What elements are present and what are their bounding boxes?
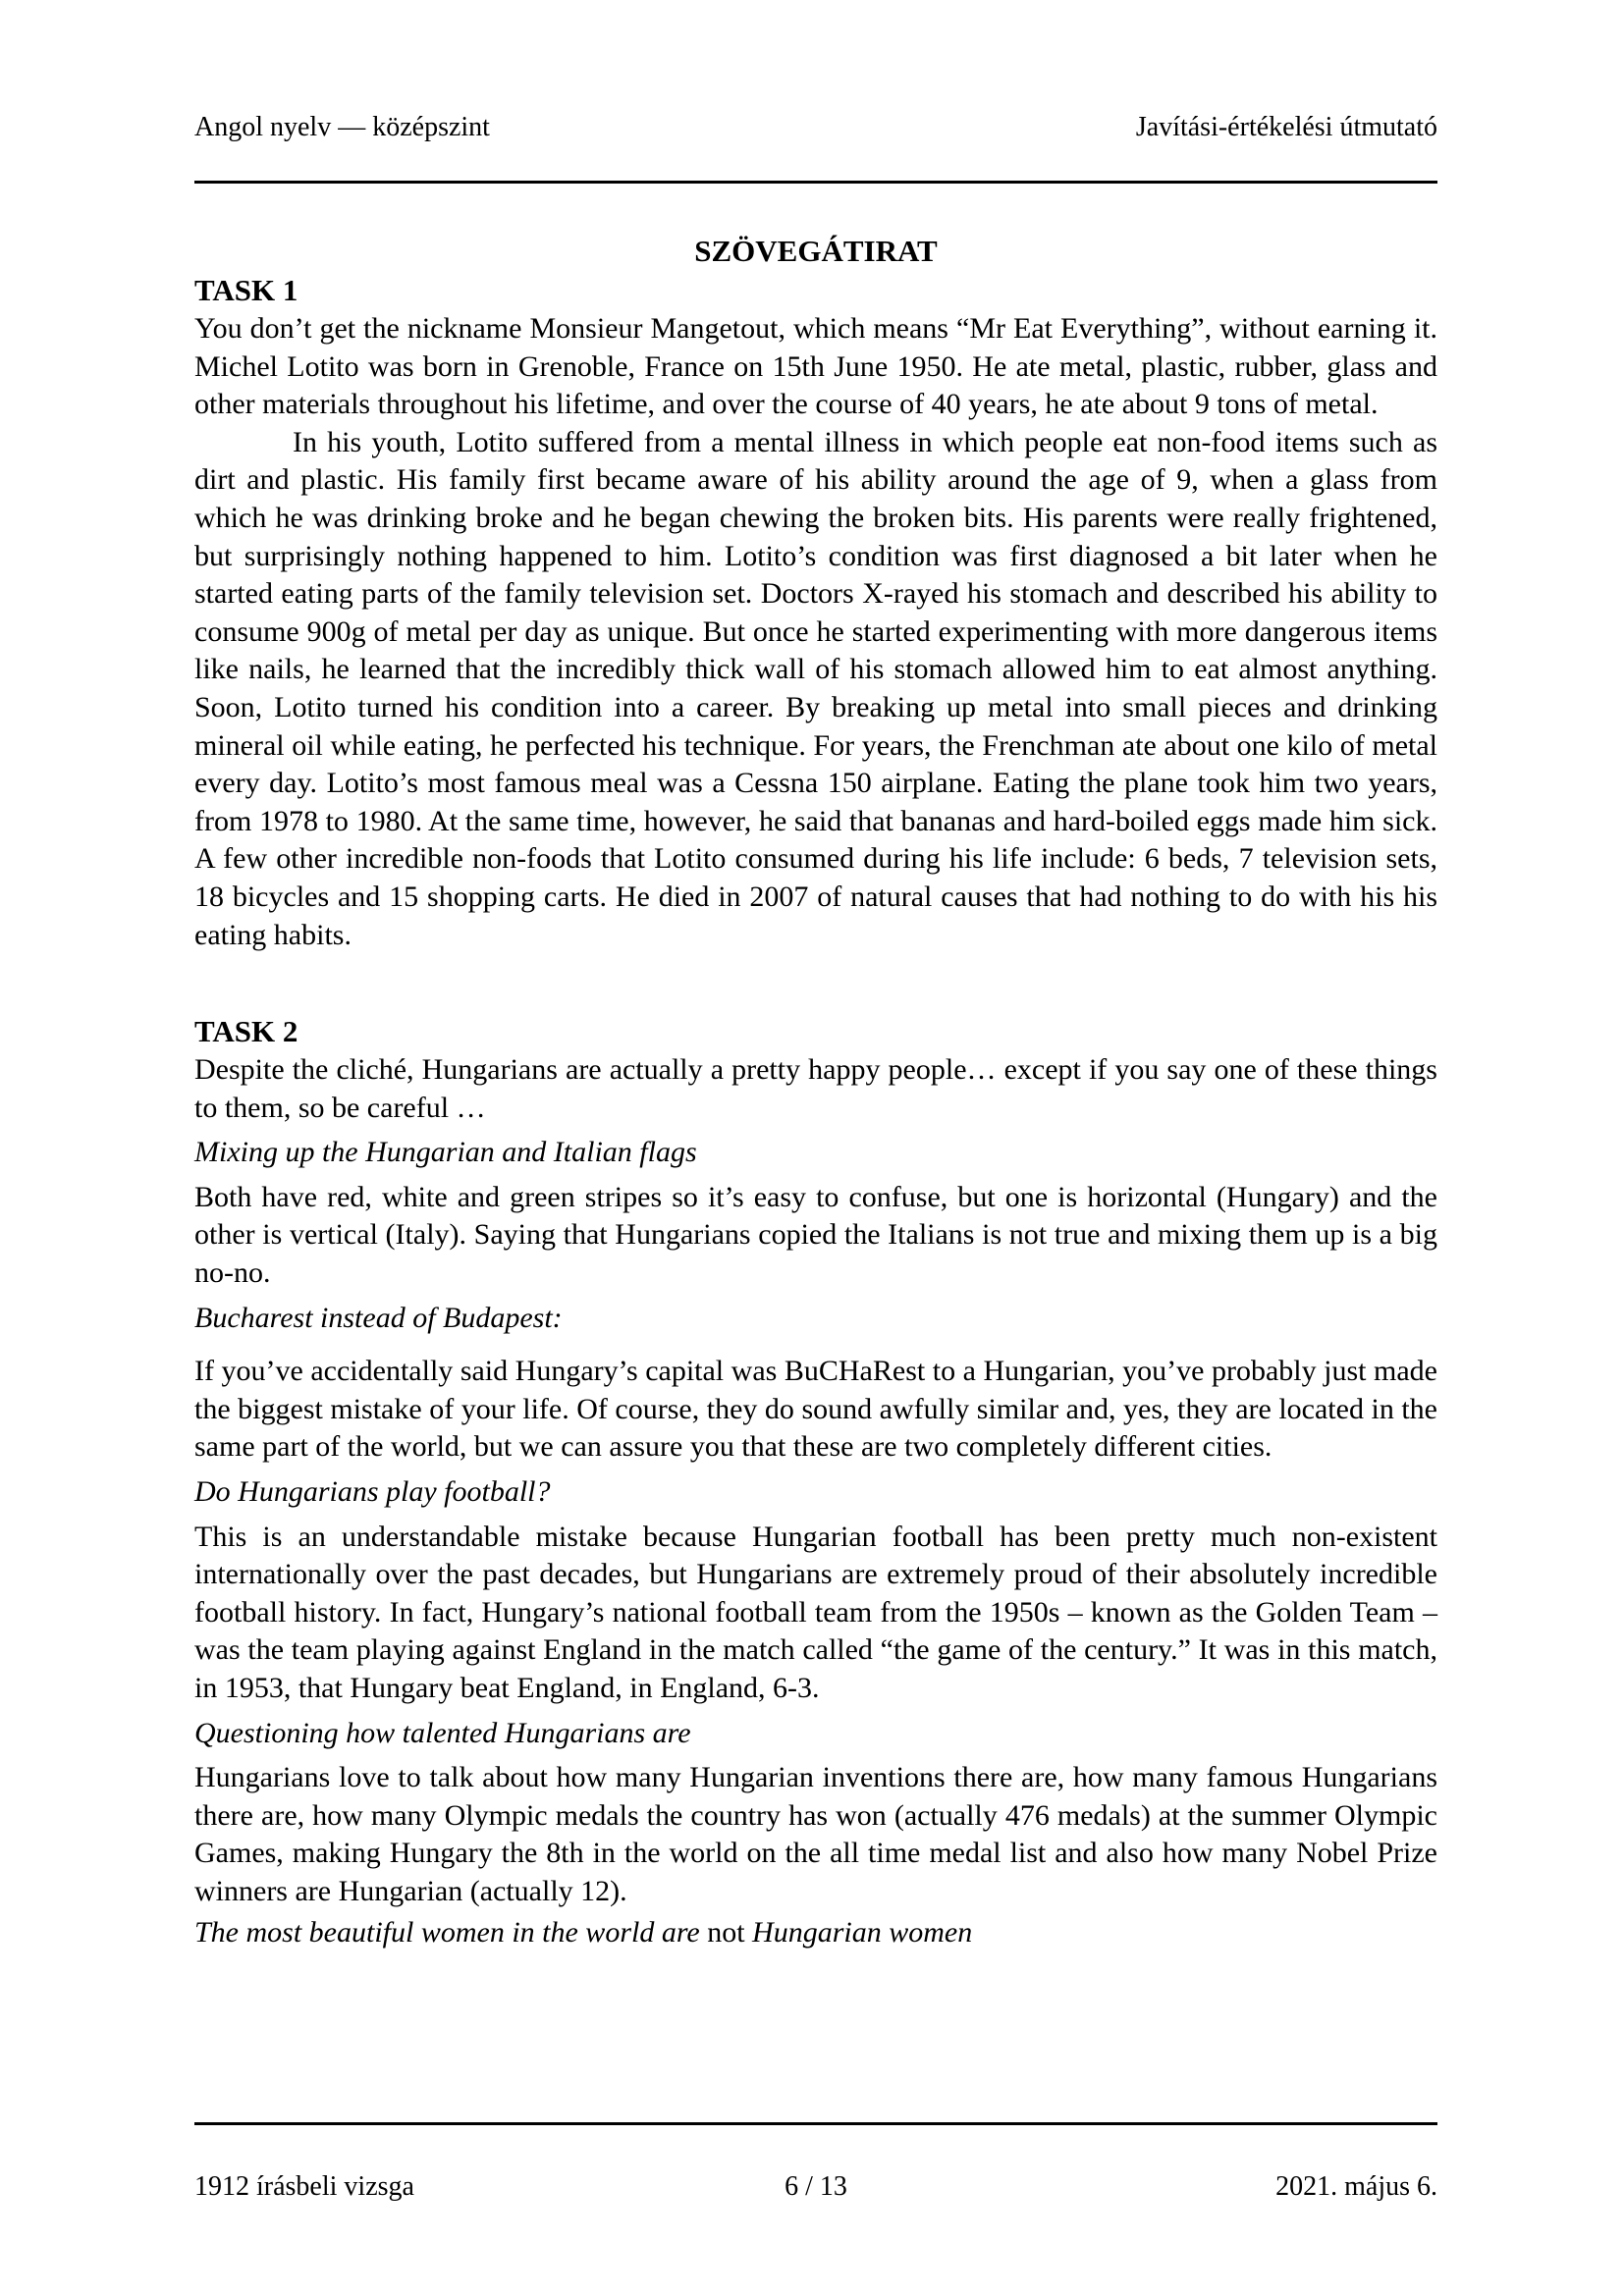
task2-intro: Despite the cliché, Hungarians are actually a pretty happy people… except if you say one of these things to them, so be careful … [194, 1053, 1437, 1124]
section-title-flags: Mixing up the Hungarian and Italian flags [194, 1136, 697, 1169]
task2-heading: TASK 2 [194, 1014, 298, 1049]
section-text-flags: Both have red, white and green stripes so it’s easy to confuse, but one is horizontal (Hungary) and the other is vertical (Italy). Saying that Hungarians copied the Italians is not true and mixing them up is a big no-no. [194, 1180, 1437, 1290]
header-subject: Angol nyelv — középszint [194, 112, 490, 142]
section-title-women [194, 1914, 1437, 1952]
task1-heading: TASK 1 [194, 273, 298, 307]
section-title-bucharest: Bucharest instead of Budapest: [194, 1301, 563, 1334]
document-title: SZÖVEGÁTIRAT [694, 234, 938, 268]
footer-divider [194, 2122, 1437, 2125]
section-text-bucharest: If you’ve accidentally said Hungary’s capital was BuCHaRest to a Hungarian, you’ve probably just made the biggest mistake of your life. Of course, they do sound awfully similar and, yes, they are located in the same part of the world, but we can assure you that these are two completely different cities. [194, 1355, 1437, 1464]
task1-paragraph-1: You don’t get the nickname Monsieur Mangetout, which means “Mr Eat Everything”, without earning it. Michel Lotito was born in Grenoble, France on 15th June 1950. He ate metal, plastic, rubber, glass and other materials throughout his lifetime, and over the course of 40 years, he ate about 9 tons of metal. [194, 312, 1437, 421]
section-text-football: This is an understandable mistake because Hungarian football has been pretty much non-existent internationally over the past decades, but Hungarians are extremely proud of their absolutely incredible football history. In fact, Hungary’s national football team from the 1950s – known as the Golden Team – was the team playing against England in the match called “the game of the century.” It was in this match, in 1953, that Hungary beat England, in England, 6-3. [194, 1520, 1437, 1704]
footer-exam-code: 1912 írásbeli vizsga [194, 2171, 414, 2202]
women-title-part-3: Hungarian women [752, 1915, 973, 1949]
transcript-body [194, 232, 1437, 1951]
page-number: 6 / 13 [785, 2171, 847, 2202]
women-title-not: not [707, 1915, 745, 1949]
page-footer [194, 2167, 1437, 2207]
header-guide-title: Javítási-értékelési útmutató [1135, 112, 1437, 142]
section-title-football: Do Hungarians play football? [194, 1475, 551, 1509]
header-divider [194, 181, 1437, 184]
footer-date: 2021. május 6. [1275, 2171, 1437, 2202]
page-header [194, 108, 1437, 147]
task1-paragraph-2: In his youth, Lotito suffered from a mental illness in which people eat non-food items such as dirt and plastic. His family first became aware of his ability around the age of 9, when a glass from which he was drinking broke and he began chewing the broken bits. His parents were really frightened, but surprisingly nothing happened to him. Lotito’s condition was first diagnosed a bit later when he started eating parts of the family television set. Doctors X-rayed his stomach and described his ability to consume 900g of metal per day as unique. But once he started experimenting with more dangerous items like nails, he learned that the incredibly thick wall of his stomach allowed him to eat almost anything. Soon, Lotito turned his condition into a career. By breaking up metal into small pieces and drinking mineral oil while eating, he perfected his technique. For years, the Frenchman ate about one kilo of metal every day. Lotito’s most famous meal was a Cessna 150 airplane. Eating the plane took him two years, from 1978 to 1980. At the same time, however, he said that bananas and hard-boiled eggs made him sick. A few other incredible non-foods that Lotito consumed during his life include: 6 beds, 7 television sets, 18 bicycles and 15 shopping carts. He died in 2007 of natural causes that had nothing to do with his his eating habits. [194, 425, 1437, 951]
section-title-talent: Questioning how talented Hungarians are [194, 1716, 691, 1749]
document-page [194, 0, 1437, 2296]
section-text-talent: Hungarians love to talk about how many Hungarian inventions there are, how many famous Hungarians there are, how many Olympic medals the country has won (actually 476 medals) at the summer Olympic Games, making Hungary the 8th in the world on the all time medal list and also how many Nobel Prize winners are Hungarian (actually 12). [194, 1761, 1437, 1907]
women-title-part-1: The most beautiful women in the world are [194, 1915, 700, 1949]
